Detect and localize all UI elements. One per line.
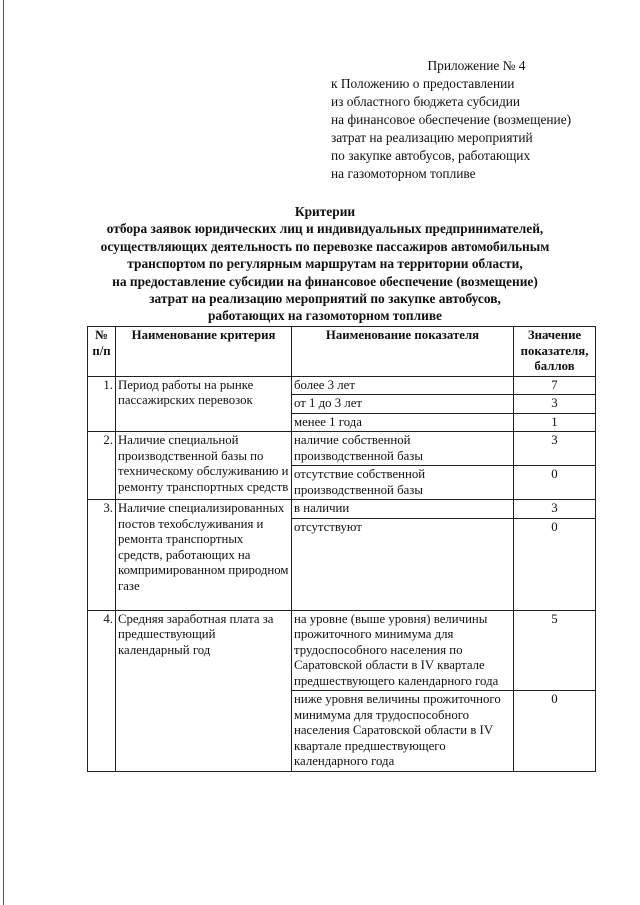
appendix-line: из областного бюджета субсидии bbox=[331, 94, 521, 109]
header-line: работающих на газомоторном топливе bbox=[207, 308, 443, 324]
row-number: 3. bbox=[88, 500, 116, 611]
header-num: № п/п bbox=[88, 327, 116, 377]
table-row bbox=[88, 610, 596, 691]
indicator-value: 7 bbox=[514, 376, 596, 395]
header-criterion: Наименование критерия bbox=[116, 327, 292, 377]
table-header-row bbox=[88, 327, 596, 377]
criteria-header bbox=[60, 203, 590, 325]
indicator-name: менее 1 года bbox=[292, 413, 514, 432]
header-line: на предоставление субсидии на финансовое обеспечение (возмещение) bbox=[112, 273, 538, 289]
criterion-name: Период работы на рынке пассажирских перевозок bbox=[116, 376, 292, 432]
indicator-value: 3 bbox=[514, 500, 596, 519]
indicator-value: 3 bbox=[514, 395, 596, 414]
indicator-name: в наличии bbox=[292, 500, 514, 519]
scan-edge-line bbox=[3, 0, 4, 905]
criterion-name: Средняя заработная плата за предшествующий календарный год bbox=[116, 610, 292, 771]
indicator-name: на уровне (выше уровня) величины прожиточного минимума для трудоспособного населения по Саратовской области в IV квартале предшествующего календарного года bbox=[292, 610, 514, 691]
header-line: затрат на реализацию мероприятий по закупке автобусов, bbox=[149, 291, 501, 307]
table-row bbox=[88, 432, 596, 466]
header-value: Значение показателя, баллов bbox=[514, 327, 596, 377]
appendix-block bbox=[331, 57, 588, 183]
appendix-line: по закупке автобусов, работающих bbox=[331, 148, 531, 163]
row-number: 2. bbox=[88, 432, 116, 500]
indicator-name: отсутствие собственной производственной базы bbox=[292, 466, 514, 500]
indicator-value: 1 bbox=[514, 413, 596, 432]
appendix-line: на финансовое обеспечение (возмещение) bbox=[331, 112, 572, 127]
header-line: отбора заявок юридических лиц и индивидуальных предпринимателей, bbox=[106, 221, 544, 237]
indicator-name: наличие собственной производственной базы bbox=[292, 432, 514, 466]
indicator-name: ниже уровня величины прожиточного минимума для трудоспособного населения Саратовской области в IV квартале предшествующего календарного года bbox=[292, 691, 514, 772]
appendix-line: к Положению о предоставлении bbox=[331, 76, 515, 91]
document-title: Критерии bbox=[294, 204, 356, 219]
header-line: транспортом по регулярным маршрутам на территории области, bbox=[127, 256, 523, 272]
table-row bbox=[88, 500, 596, 519]
header-line: осуществляющих деятельность по перевозке пассажиров автомобильным bbox=[100, 238, 550, 254]
row-number: 1. bbox=[88, 376, 116, 432]
criterion-name: Наличие специальной производственной базы по техническому обслуживанию и ремонту транспортных средств bbox=[116, 432, 292, 500]
indicator-value: 0 bbox=[514, 691, 596, 772]
indicator-value: 5 bbox=[514, 610, 596, 691]
criterion-name: Наличие специализированных постов техобслуживания и ремонта транспортных средств, работающих на компримированном природном газе bbox=[116, 500, 292, 611]
header-indicator: Наименование показателя bbox=[292, 327, 514, 377]
indicator-name: от 1 до 3 лет bbox=[292, 395, 514, 414]
indicator-value: 0 bbox=[514, 466, 596, 500]
indicator-name: отсутствуют bbox=[292, 518, 514, 610]
indicator-value: 3 bbox=[514, 432, 596, 466]
indicator-value: 0 bbox=[514, 518, 596, 610]
criteria-table bbox=[87, 326, 596, 772]
appendix-number: Приложение № 4 bbox=[427, 58, 526, 73]
table-row bbox=[88, 376, 596, 395]
indicator-name: более 3 лет bbox=[292, 376, 514, 395]
row-number: 4. bbox=[88, 610, 116, 771]
appendix-line: на газомоторном топливе bbox=[331, 166, 476, 181]
appendix-line: затрат на реализацию мероприятий bbox=[331, 130, 533, 145]
appendix-text bbox=[331, 75, 588, 183]
